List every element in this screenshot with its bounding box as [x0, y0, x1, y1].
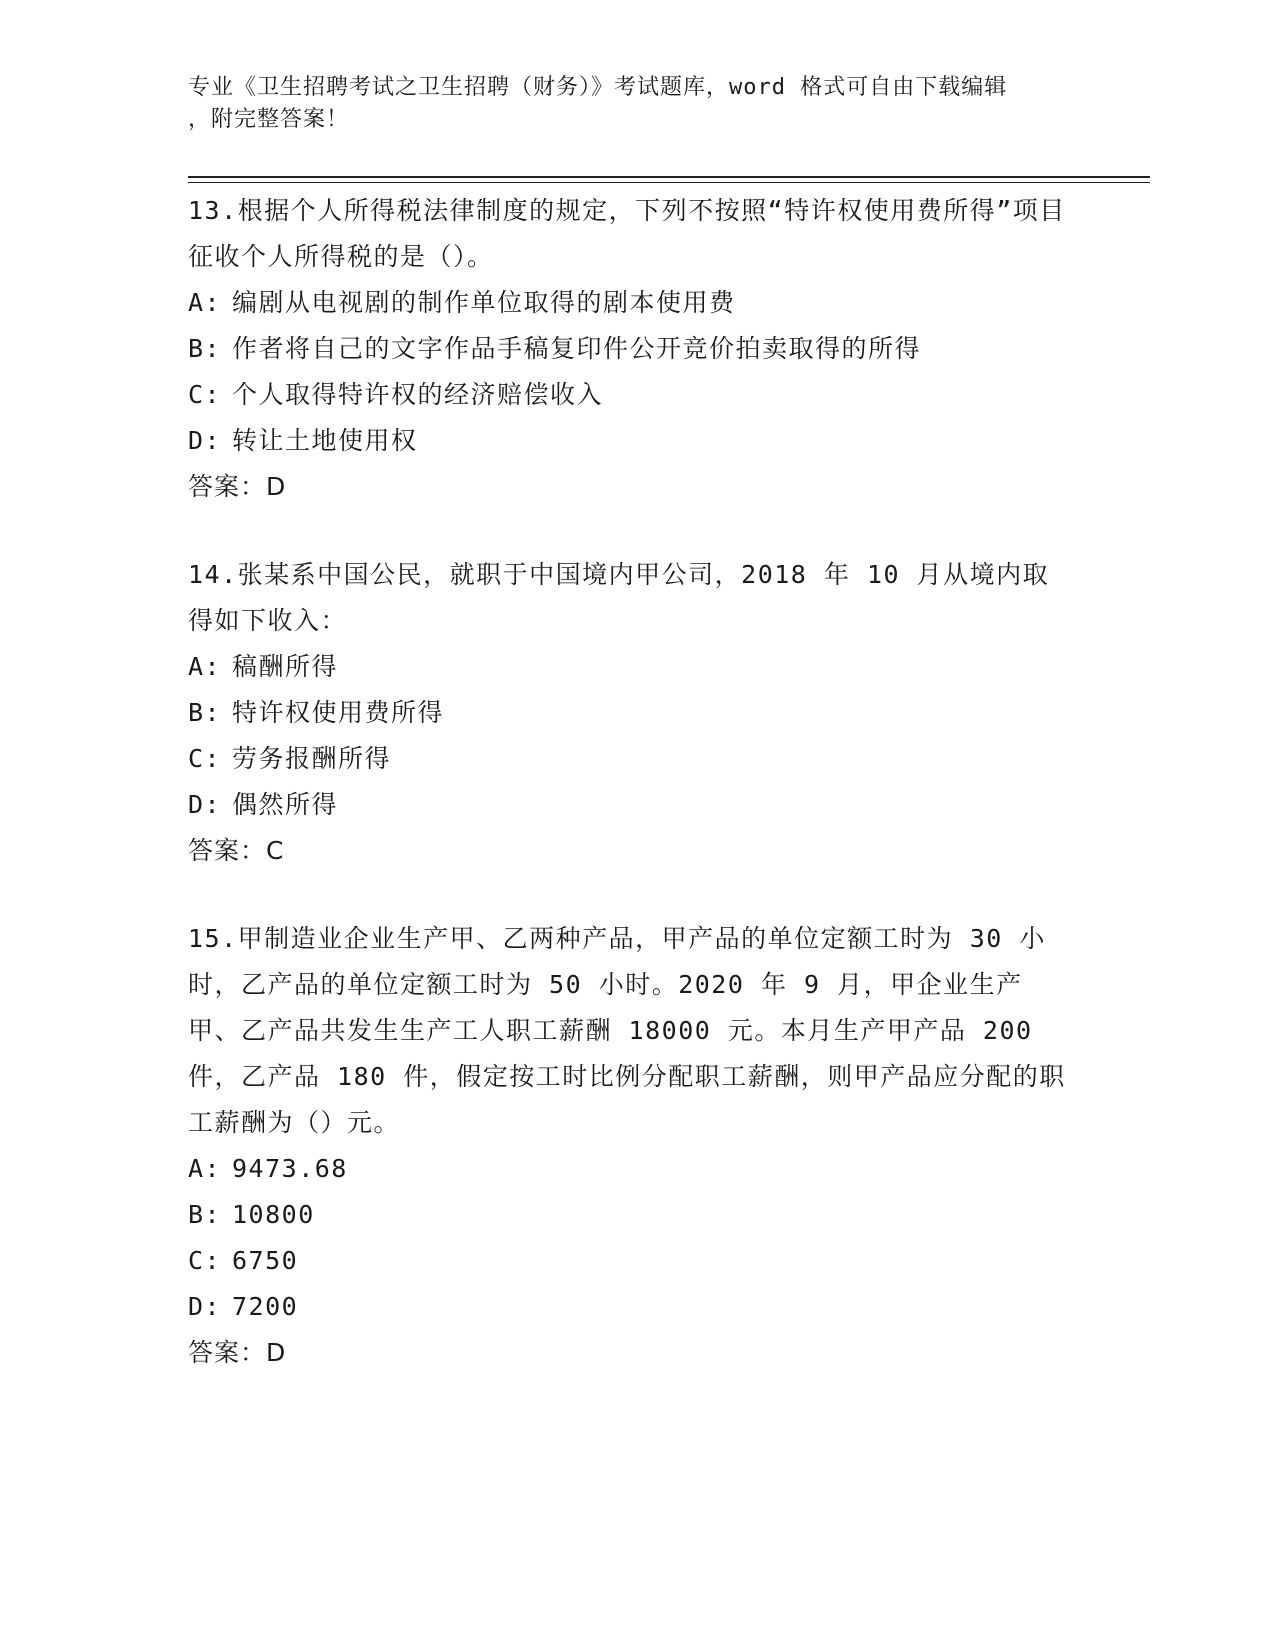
option-d	[188, 782, 1088, 828]
question-text: 15.甲制造业企业生产甲、乙两种产品，甲产品的单位定额工时为 30 小时，乙产品的单位定额工时为 50 小时。2020 年 9 月，甲企业生产甲、乙产品共发生生产工人职工薪酬 18000 元。本月生产甲产品 200 件，乙产品 180 件，假定按工时比例分配职工薪酬，则甲产品应分配的职工薪酬为（）元。	[188, 924, 1066, 1137]
option-letter: D:	[188, 426, 222, 455]
option-letter: D:	[188, 790, 222, 819]
option-letter: A:	[188, 288, 222, 317]
option-c	[188, 372, 1088, 418]
option-text: 6750	[232, 1246, 299, 1275]
document-header	[188, 72, 1068, 136]
answer-label: 答案：D	[188, 472, 287, 501]
header-divider-thick	[188, 176, 1150, 178]
option-letter: C:	[188, 380, 222, 409]
option-letter: A:	[188, 652, 222, 681]
option-letter: B:	[188, 1200, 222, 1229]
question-text: 14.张某系中国公民，就职于中国境内甲公司，2018 年 10 月从境内取得如下收入：	[188, 560, 1050, 635]
header-divider-thin	[188, 182, 1150, 183]
question-15	[188, 916, 1088, 1376]
option-letter: C:	[188, 744, 222, 773]
header-line-2: ，附完整答案！	[188, 107, 350, 132]
option-b	[188, 690, 1088, 736]
option-text: 编剧从电视剧的制作单位取得的剧本使用费	[232, 288, 736, 317]
option-text: 特许权使用费所得	[232, 698, 445, 727]
option-text: 偶然所得	[232, 790, 339, 819]
option-text: 转让土地使用权	[232, 426, 418, 455]
option-c	[188, 1238, 1088, 1284]
option-letter: C:	[188, 1246, 222, 1275]
option-a	[188, 1146, 1088, 1192]
option-a	[188, 280, 1088, 326]
option-text: 劳务报酬所得	[232, 744, 392, 773]
question-text: 13.根据个人所得税法律制度的规定，下列不按照“特许权使用费所得”项目征收个人所得税的是（）。	[188, 196, 1066, 271]
answer-label: 答案：C	[188, 836, 285, 865]
option-d	[188, 1284, 1088, 1330]
option-b	[188, 1192, 1088, 1238]
answer-label: 答案：D	[188, 1338, 287, 1367]
option-text: 9473.68	[232, 1154, 348, 1183]
option-letter: B:	[188, 334, 222, 363]
option-c	[188, 736, 1088, 782]
option-letter: B:	[188, 698, 222, 727]
header-line-1: 专业《卫生招聘考试之卫生招聘（财务）》考试题库，word 格式可自由下载编辑	[188, 75, 1008, 100]
question-13	[188, 188, 1088, 510]
option-text: 个人取得特许权的经济赔偿收入	[232, 380, 604, 409]
option-d	[188, 418, 1088, 464]
option-b	[188, 326, 1088, 372]
option-letter: A:	[188, 1154, 222, 1183]
question-14	[188, 552, 1088, 874]
option-text: 7200	[232, 1292, 299, 1321]
option-text: 作者将自己的文字作品手稿复印件公开竞价拍卖取得的所得	[232, 334, 922, 363]
option-a	[188, 644, 1088, 690]
option-text: 10800	[232, 1200, 315, 1229]
option-text: 稿酬所得	[232, 652, 339, 681]
option-letter: D:	[188, 1292, 222, 1321]
